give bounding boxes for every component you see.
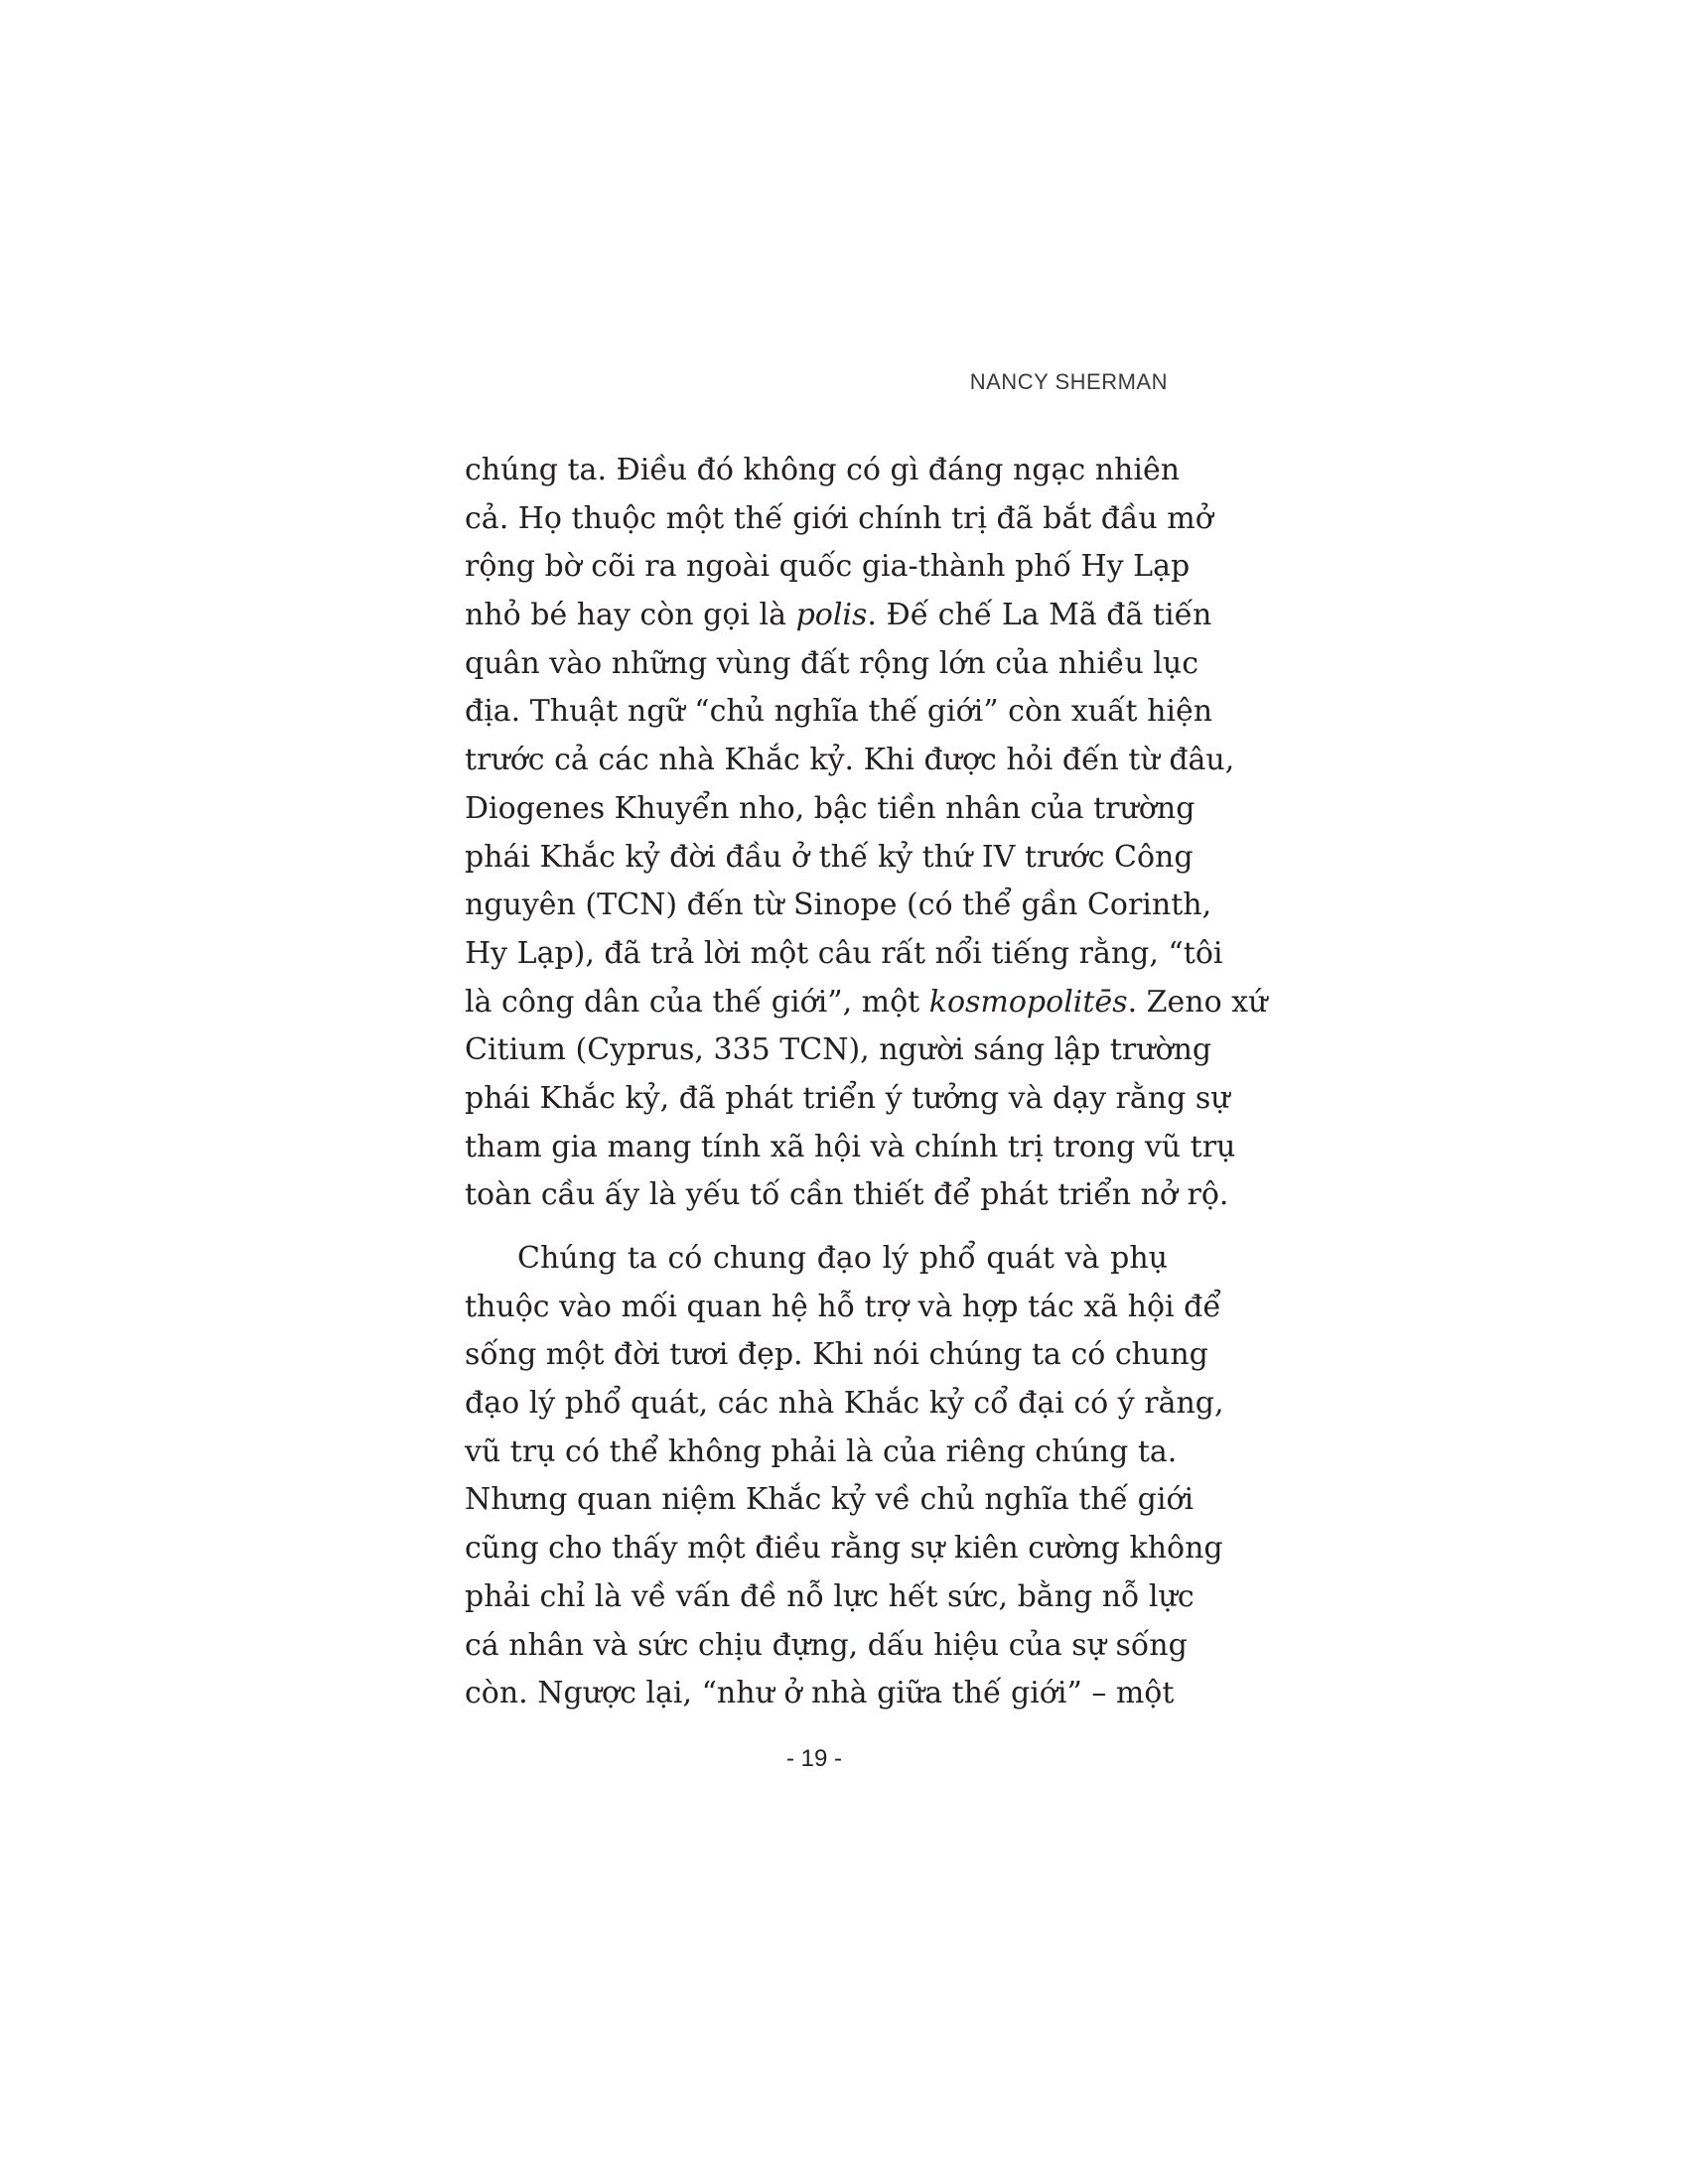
- text-line: phải chỉ là về vấn đề nỗ lực hết sức, bằng nỗ lực: [465, 1578, 1195, 1614]
- text-line: Diogenes Khuyển nho, bậc tiền nhân của trường: [465, 790, 1196, 826]
- text-line: rộng bờ cõi ra ngoài quốc gia-thành phố Hy Lạp: [465, 549, 1191, 585]
- text-line: nhỏ bé hay còn gọi là polis. Đế chế La Mã đã tiến: [465, 598, 1212, 633]
- text-line: Chúng ta có chung đạo lý phổ quát và phụ: [517, 1241, 1168, 1276]
- text-line: còn. Ngược lại, “như ở nhà giữa thế giới” – một: [465, 1676, 1175, 1711]
- text-line: cả. Họ thuộc một thế giới chính trị đã bắt đầu mở: [465, 500, 1213, 536]
- text-line: nguyên (TCN) đến từ Sinope (có thể gần Corinth,: [465, 887, 1212, 923]
- text-line: vũ trụ có thể không phải là của riêng chúng ta.: [465, 1433, 1178, 1469]
- page-number: - 19 -: [785, 1745, 842, 1772]
- text-line: đạo lý phổ quát, các nhà Khắc kỷ cổ đại có ý rằng,: [465, 1386, 1224, 1422]
- text-line: là công dân của thế giới”, một kosmopolitēs. Zeno xứ: [465, 984, 1268, 1020]
- text-line: thuộc vào mối quan hệ hỗ trợ và hợp tác xã hội để: [465, 1289, 1221, 1324]
- text-line: phái Khắc kỷ đời đầu ở thế kỷ thứ IV trước Công: [465, 839, 1194, 875]
- text-line: quân vào những vùng đất rộng lớn của nhiều lục: [465, 645, 1199, 681]
- text-line: Nhưng quan niệm Khắc kỷ về chủ nghĩa thế giới: [465, 1482, 1195, 1518]
- paragraph-2: [465, 1235, 1224, 1718]
- italic-term: polis: [795, 598, 868, 633]
- text-line: Hy Lạp), đã trả lời một câu rất nổi tiếng rằng, “tôi: [465, 935, 1223, 971]
- text-line: tham gia mang tính xã hội và chính trị trong vũ trụ: [465, 1129, 1236, 1164]
- text-line: trước cả các nhà Khắc kỷ. Khi được hỏi đến từ đâu,: [465, 743, 1235, 778]
- text-line: cá nhân và sức chịu đựng, dấu hiệu của sự sống: [465, 1627, 1188, 1663]
- text-line: địa. Thuật ngữ “chủ nghĩa thế giới” còn xuất hiện: [465, 694, 1213, 730]
- text-line: chúng ta. Điều đó không có gì đáng ngạc nhiên: [465, 453, 1181, 487]
- text-line: sống một đời tươi đẹp. Khi nói chúng ta có chung: [465, 1337, 1208, 1373]
- text-line: toàn cầu ấy là yếu tố cần thiết để phát triển nở rộ.: [465, 1177, 1229, 1213]
- running-header-author: NANCY SHERMAN: [969, 369, 1168, 394]
- italic-term: kosmopolitēs: [928, 984, 1128, 1020]
- paragraph-1: [465, 447, 1268, 1220]
- text-line: Citium (Cyprus, 335 TCN), người sáng lập trường: [465, 1032, 1212, 1068]
- body-text: [465, 447, 1268, 1718]
- text-line: cũng cho thấy một điều rằng sự kiên cường không: [465, 1531, 1223, 1567]
- text-line: phái Khắc kỷ, đã phát triển ý tưởng và dạy rằng sự: [465, 1080, 1230, 1116]
